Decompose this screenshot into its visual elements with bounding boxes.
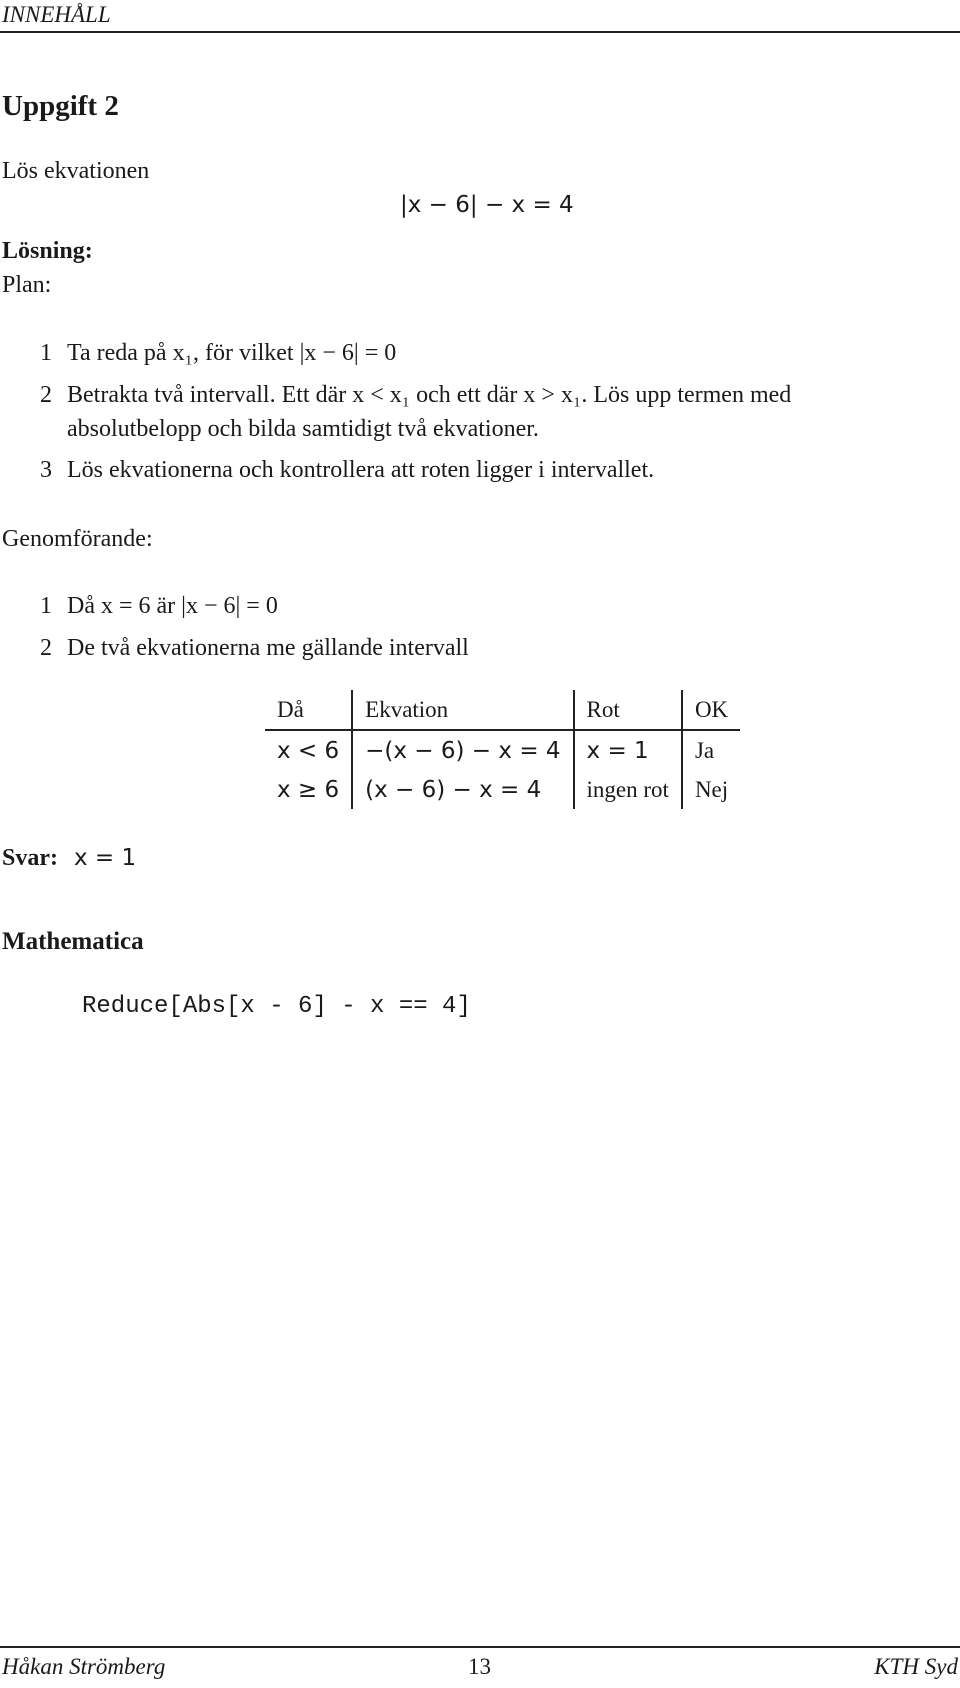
solution-label: Lösning: [2,238,93,264]
execution-item-number: 1 [40,593,52,619]
table-cell: (x − 6) − x = 4 [352,770,573,809]
table-cell: Ja [694,737,715,763]
plan-label: Plan: [2,272,52,298]
table-header-cell: Rot [574,690,682,730]
problem-equation: |x − 6| − x = 4 [400,192,574,218]
page-footer [0,1646,960,1688]
problem-heading: Uppgift 2 [2,90,119,122]
table-cell: Nej [694,776,729,802]
table-header-cell: Ekvation [352,690,573,730]
plan-item-text-line1: Betrakta två intervall. Ett där x < x₁ och ett där x > x₁. Lös upp termen med [67,382,792,408]
mathematica-code: Reduce[Abs[x - 6] - x == 4] [82,993,471,1020]
mathematica-heading: Mathematica [2,928,144,955]
table-row [265,770,740,809]
table-row [265,730,740,770]
plan-item-number: 1 [40,340,52,366]
table-header-cell: Då [265,690,352,730]
answer-value: x = 1 [74,845,137,871]
page-number: 13 [468,1654,491,1679]
execution-label: Genomförande: [2,526,153,552]
plan-item-text: Lös ekvationerna och kontrollera att roten ligger i intervallet. [67,457,655,483]
plan-item-number: 2 [40,382,52,408]
execution-item-text: Då x = 6 är |x − 6| = 0 [67,593,278,619]
answer [2,845,136,872]
table-header-row [265,690,740,730]
table-cell: −(x − 6) − x = 4 [352,730,573,770]
table-header-cell: OK [682,690,740,730]
execution-item-text: De två ekvationerna me gällande intervall [67,635,469,661]
footer-org: KTH Syd [874,1654,958,1679]
header-title: INNEHÅLL [2,2,111,27]
plan-item-text: Ta reda på x₁, för vilket |x − 6| = 0 [67,340,397,366]
table-cell: x ≥ 6 [265,770,352,809]
table-cell: x = 1 [574,730,682,770]
answer-label: Svar: [2,845,58,871]
problem-prompt: Lös ekvationen [2,158,150,184]
interval-table [265,690,740,809]
plan-item-text-line2: absolutbelopp och bilda samtidigt två ekvationer. [67,416,539,442]
table-cell: ingen rot [574,770,682,809]
plan-item-number: 3 [40,457,52,483]
execution-item-number: 2 [40,635,52,661]
running-header [0,0,960,33]
table-cell: x < 6 [265,730,352,770]
footer-author: Håkan Strömberg [2,1654,166,1679]
